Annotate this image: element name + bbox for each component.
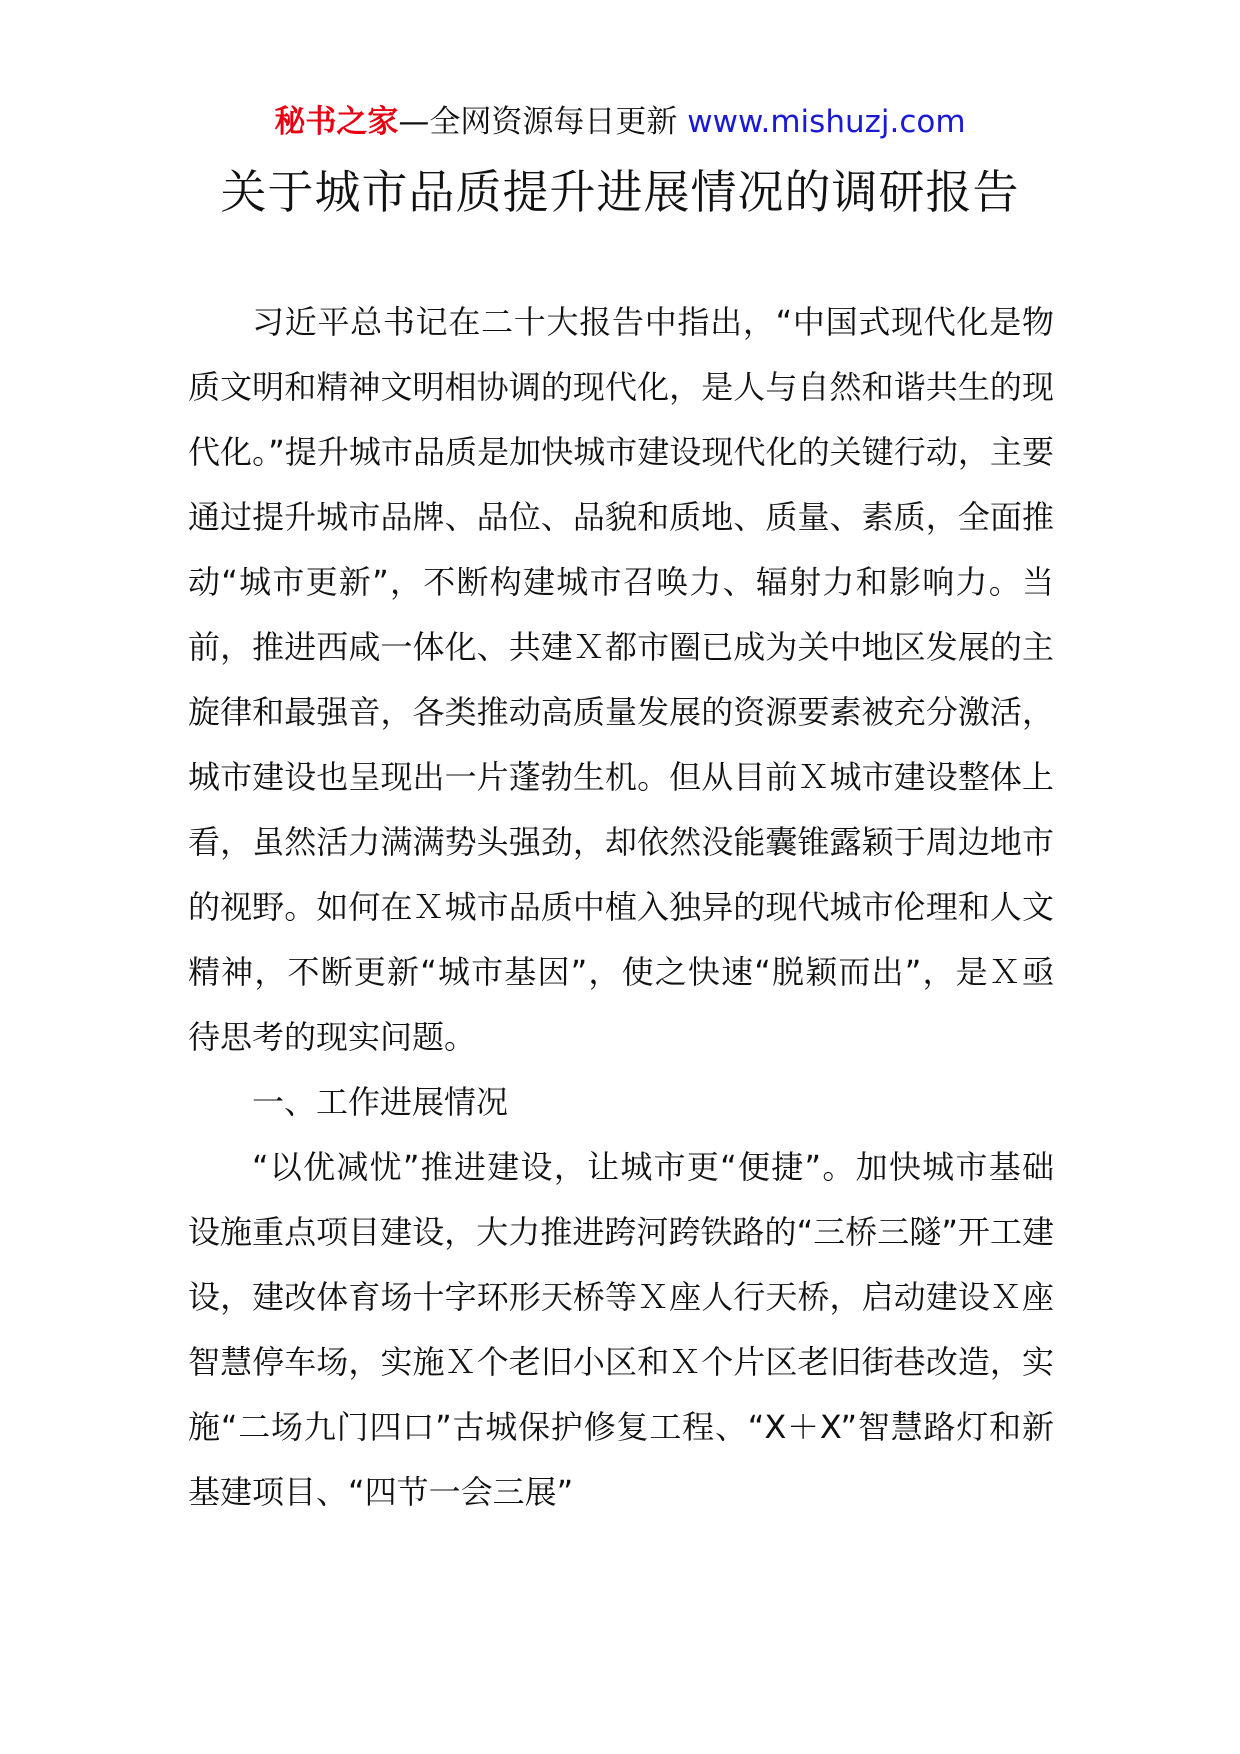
- section-heading: 一、工作进展情况: [252, 1083, 509, 1121]
- section-paragraph: “以优减忧”推进建设，让城市更“便捷”。加快城市基础设施重点项目建设，大力推进跨河跨铁路的“三桥三隧”开工建设，建改体育场十字环形天桥等Ｘ座人行天桥，启动建设Ｘ座智慧停车场，实施Ｘ个老旧小区和Ｘ个片区老旧街巷改造，实施“二场九门四口”古城保护修复工程、“X＋X”智慧路灯和新基建项目、“四节一会三展”: [188, 1148, 1054, 1511]
- site-url-link[interactable]: www.mishuzj.com: [687, 104, 966, 140]
- intro-paragraph: 习近平总书记在二十大报告中指出，“中国式现代化是物质文明和精神文明相协调的现代化，是人与自然和谐共生的现代化。”提升城市品质是加快城市建设现代化的关键行动，主要通过提升城市品牌、品位、品貌和质地、质量、素质，全面推动“城市更新”，不断构建城市召唤力、辐射力和影响力。当前，推进西咸一体化、共建Ｘ都市圈已成为关中地区发展的主旋律和最强音，各类推动高质量发展的资源要素被充分激活，城市建设也呈现出一片蓬勃生机。但从目前Ｘ城市建设整体上看，虽然活力满满势头强劲，却依然没能囊锥露颖于周边地市的视野。如何在Ｘ城市品质中植入独异的现代城市伦理和人文精神，不断更新“城市基因”，使之快速“脱颖而出”，是Ｘ亟待思考的现实问题。: [188, 303, 1054, 1056]
- site-header-banner: [0, 102, 1240, 142]
- document-body: [188, 290, 1054, 1525]
- document-title: 关于城市品质提升进展情况的调研报告: [220, 165, 1020, 219]
- brand-name: 秘书之家: [274, 104, 399, 140]
- header-tagline: —全网资源每日更新: [398, 104, 688, 140]
